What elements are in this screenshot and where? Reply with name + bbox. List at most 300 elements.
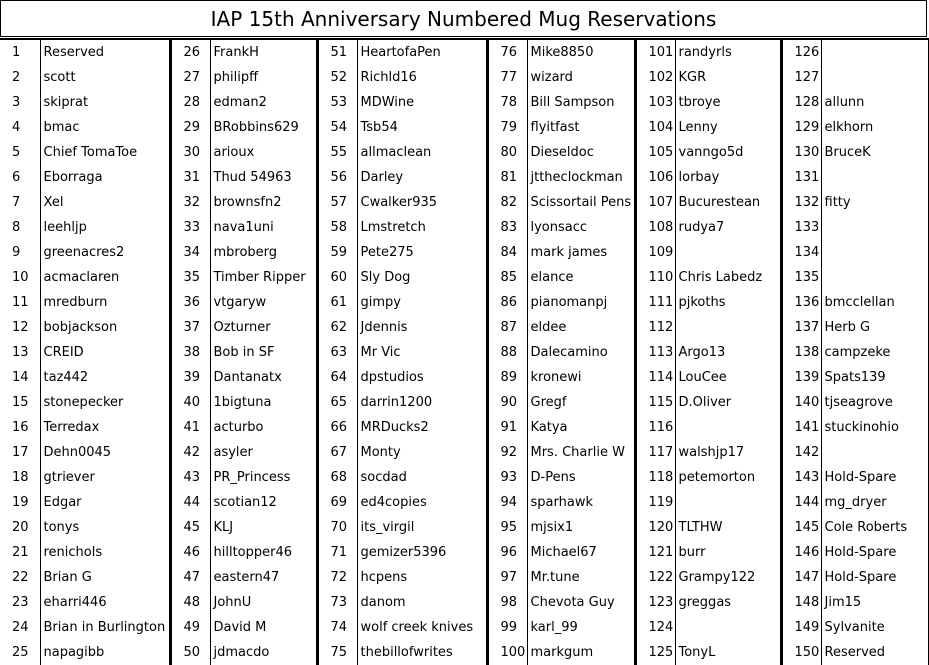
reservation-number: 96 [487, 540, 527, 565]
reservation-number: 116 [635, 415, 675, 440]
reservation-number: 73 [317, 590, 357, 615]
reservation-holder: Mr.tune [530, 570, 580, 585]
reservation-number: 12 [0, 315, 40, 340]
reservation-holder: gtriever [43, 470, 95, 485]
table-row [0, 39, 929, 65]
reservation-holder: tonys [43, 520, 80, 535]
reservation-holder: its_virgil [360, 520, 415, 535]
reservation-number: 76 [487, 39, 527, 65]
reservation-number: 94 [487, 490, 527, 515]
reservation-number: 106 [635, 165, 675, 190]
reservation-holder: Mr Vic [360, 345, 401, 360]
reservation-holder: Ozturner [213, 320, 271, 335]
reservation-number: 141 [781, 415, 821, 440]
reservation-holder: mjsix1 [530, 520, 574, 535]
reservation-number: 85 [487, 265, 527, 290]
reservation-number: 133 [781, 215, 821, 240]
reservation-number: 79 [487, 115, 527, 140]
reservation-holder: Tsb54 [360, 120, 398, 135]
table-row [0, 315, 929, 340]
table-row [0, 90, 929, 115]
reservation-holder: Richld16 [360, 70, 417, 85]
reservation-number: 15 [0, 390, 40, 415]
reservation-number: 86 [487, 290, 527, 315]
reservation-holder: allmaclean [360, 145, 432, 160]
reservation-holder: eldee [530, 320, 567, 335]
reservation-holder: lyonsacc [530, 220, 588, 235]
reservation-number: 47 [170, 565, 210, 590]
reservation-number: 137 [781, 315, 821, 340]
reservation-number: 108 [635, 215, 675, 240]
table-row [0, 265, 929, 290]
reservation-holder: leehljp [43, 220, 87, 235]
reservation-holder: danom [360, 595, 406, 610]
reservation-holder: Michael67 [530, 545, 597, 560]
reservation-holder [675, 615, 781, 640]
reservation-number: 105 [635, 140, 675, 165]
reservation-holder: skiprat [43, 95, 89, 110]
reservation-holder: Mrs. Charlie W [530, 445, 625, 460]
reservation-holder: Jdennis [360, 320, 408, 335]
reservation-holder: 1bigtuna [213, 395, 272, 410]
reservation-number: 123 [635, 590, 675, 615]
reservation-number: 9 [0, 240, 40, 265]
reservation-number: 44 [170, 490, 210, 515]
reservation-holder: Chevota Guy [530, 595, 615, 610]
reservation-holder: elance [530, 270, 574, 285]
table-row [0, 515, 929, 540]
reservation-number: 82 [487, 190, 527, 215]
reservation-number: 25 [0, 640, 40, 665]
reservation-holder: BruceK [821, 140, 929, 165]
reservation-number: 8 [0, 215, 40, 240]
reservation-holder: scotian12 [213, 495, 277, 510]
reservation-holder: D.Oliver [678, 395, 732, 410]
reservation-holder: Cole Roberts [821, 515, 929, 540]
reservation-holder: stuckinohio [821, 415, 929, 440]
reservation-number: 43 [170, 465, 210, 490]
reservation-number: 139 [781, 365, 821, 390]
reservation-number: 46 [170, 540, 210, 565]
reservation-number: 134 [781, 240, 821, 265]
reservation-number: 80 [487, 140, 527, 165]
reservation-holder: darrin1200 [360, 395, 433, 410]
reservation-number: 127 [781, 65, 821, 90]
reservation-holder: Edgar [43, 495, 82, 510]
reservation-holder: rudya7 [678, 220, 725, 235]
reservation-holder: Grampy122 [678, 570, 756, 585]
reservation-number: 37 [170, 315, 210, 340]
reservation-holder: MDWine [360, 95, 415, 110]
reservation-holder: Reserved [40, 39, 170, 65]
reservation-number: 121 [635, 540, 675, 565]
reservation-holder: JohnU [213, 595, 252, 610]
reservation-holder: jttheclockman [530, 170, 623, 185]
reservation-holder: TLTHW [678, 520, 723, 535]
table-row [0, 415, 929, 440]
reservation-holder: Herb G [821, 315, 929, 340]
reservation-number: 148 [781, 590, 821, 615]
reservation-holder: markgum [530, 645, 594, 660]
reservation-number: 23 [0, 590, 40, 615]
reservation-holder: elkhorn [821, 115, 929, 140]
reservation-holder: vtgaryw [213, 295, 267, 310]
reservation-holder: jdmacdo [213, 645, 270, 660]
reservation-number: 140 [781, 390, 821, 415]
table-row [0, 390, 929, 415]
reservation-holder: Bob in SF [213, 345, 275, 360]
reservation-holder: David M [213, 620, 267, 635]
reservation-number: 147 [781, 565, 821, 590]
reservation-number: 111 [635, 290, 675, 315]
reservation-holder: lorbay [678, 170, 720, 185]
reservation-holder: CREID [43, 345, 84, 360]
reservation-holder: dpstudios [360, 370, 424, 385]
reservation-number: 4 [0, 115, 40, 140]
reservation-holder [821, 440, 929, 465]
table-row [0, 490, 929, 515]
reservation-number: 87 [487, 315, 527, 340]
reservation-holder: Cwalker935 [360, 195, 438, 210]
reservation-number: 53 [317, 90, 357, 115]
reservation-number: 130 [781, 140, 821, 165]
reservation-number: 32 [170, 190, 210, 215]
reservation-number: 45 [170, 515, 210, 540]
table-row [0, 340, 929, 365]
reservation-number: 41 [170, 415, 210, 440]
table-row [0, 465, 929, 490]
reservation-holder: greenacres2 [43, 245, 125, 260]
reservation-number: 62 [317, 315, 357, 340]
reservation-number: 95 [487, 515, 527, 540]
reservation-number: 72 [317, 565, 357, 590]
reservation-holder: arioux [213, 145, 255, 160]
reservation-holder [675, 315, 781, 340]
reservation-number: 92 [487, 440, 527, 465]
reservation-number: 39 [170, 365, 210, 390]
reservation-number: 103 [635, 90, 675, 115]
table-row [0, 190, 929, 215]
reservation-holder: mbroberg [213, 245, 278, 260]
reservation-holder: Dehn0045 [43, 445, 112, 460]
reservation-number: 5 [0, 140, 40, 165]
reservation-holder: mark james [530, 245, 608, 260]
reservation-holder: Argo13 [678, 345, 726, 360]
reservation-holder: Hold-Spare [821, 565, 929, 590]
reservation-holder: tbroye [678, 95, 721, 110]
reservation-holder: Scissortail Pens [530, 195, 632, 210]
reservation-holder: bmac [43, 120, 80, 135]
reservation-holder: philipff [213, 70, 259, 85]
reservation-number: 146 [781, 540, 821, 565]
reservation-holder: acturbo [213, 420, 264, 435]
reservation-holder: renichols [43, 545, 103, 560]
reservation-holder: asyler [213, 445, 253, 460]
reservation-holder: Thud 54963 [213, 170, 292, 185]
reservation-holder [821, 265, 929, 290]
reservation-holder: BRobbins629 [213, 120, 299, 135]
reservation-holder: Terredax [43, 420, 100, 435]
reservation-number: 122 [635, 565, 675, 590]
reservation-holder: sparhawk [530, 495, 593, 510]
reservation-number: 100 [487, 640, 527, 665]
reservation-number: 35 [170, 265, 210, 290]
reservation-holder: karl_99 [530, 620, 578, 635]
reservation-holder: allunn [821, 90, 929, 115]
reservation-holder: Spats139 [821, 365, 929, 390]
reservation-number: 48 [170, 590, 210, 615]
reservation-number: 1 [0, 39, 40, 65]
reservation-number: 120 [635, 515, 675, 540]
reservation-holder: Chris Labedz [678, 270, 763, 285]
reservation-number: 110 [635, 265, 675, 290]
reservation-number: 138 [781, 340, 821, 365]
reservation-holder: Pete275 [360, 245, 414, 260]
reservation-number: 52 [317, 65, 357, 90]
table-row [0, 115, 929, 140]
reservation-holder: taz442 [43, 370, 89, 385]
reservation-number: 78 [487, 90, 527, 115]
reservation-holder [821, 39, 929, 65]
reservation-number: 131 [781, 165, 821, 190]
reservation-number: 101 [635, 39, 675, 65]
reservation-number: 98 [487, 590, 527, 615]
reservation-holder: edman2 [213, 95, 267, 110]
reservation-holder: Jim15 [821, 590, 929, 615]
reservation-holder: socdad [360, 470, 407, 485]
reservation-number: 117 [635, 440, 675, 465]
reservation-holder: gimpy [360, 295, 401, 310]
reservation-number: 107 [635, 190, 675, 215]
reservation-number: 119 [635, 490, 675, 515]
reservation-holder: walshjp17 [678, 445, 745, 460]
reservation-holder: scott [43, 70, 76, 85]
reservation-number: 36 [170, 290, 210, 315]
reservation-number: 42 [170, 440, 210, 465]
reservation-number: 18 [0, 465, 40, 490]
reservation-holder: gemizer5396 [360, 545, 447, 560]
reservation-number: 13 [0, 340, 40, 365]
reservation-holder: Chief TomaToe [43, 145, 138, 160]
reservation-holder: ed4copies [360, 495, 427, 510]
reservation-number: 83 [487, 215, 527, 240]
reservation-holder: Gregf [530, 395, 567, 410]
reservation-holder: Brian in Burlington [43, 620, 166, 635]
reservation-number: 65 [317, 390, 357, 415]
table-row [0, 590, 929, 615]
reservation-holder: Dantanatx [213, 370, 282, 385]
reservation-holder: Timber Ripper [213, 270, 306, 285]
table-row [0, 165, 929, 190]
reservation-number: 113 [635, 340, 675, 365]
reservation-number: 109 [635, 240, 675, 265]
reservation-number: 132 [781, 190, 821, 215]
reservation-number: 14 [0, 365, 40, 390]
reservation-number: 144 [781, 490, 821, 515]
table-row [0, 140, 929, 165]
table-row [0, 65, 929, 90]
table-row [0, 240, 929, 265]
reservation-holder: Dieseldoc [530, 145, 594, 160]
reservation-number: 126 [781, 39, 821, 65]
reservation-number: 64 [317, 365, 357, 390]
reservation-number: 20 [0, 515, 40, 540]
reservation-number: 34 [170, 240, 210, 265]
reservation-holder: Monty [360, 445, 401, 460]
reservation-number: 38 [170, 340, 210, 365]
reservation-number: 7 [0, 190, 40, 215]
reservation-number: 74 [317, 615, 357, 640]
table-row [0, 440, 929, 465]
reservation-holder: bmcclellan [821, 290, 929, 315]
reservation-number: 81 [487, 165, 527, 190]
reservation-number: 150 [781, 640, 821, 665]
reservation-holder: Xel [43, 195, 64, 210]
reservation-number: 33 [170, 215, 210, 240]
reservation-number: 54 [317, 115, 357, 140]
reservation-number: 75 [317, 640, 357, 665]
reservation-holder: randyrls [675, 39, 781, 65]
reservation-holder: MRDucks2 [360, 420, 429, 435]
reservation-holder: Mike8850 [527, 39, 635, 65]
reservation-number: 55 [317, 140, 357, 165]
table-row [0, 615, 929, 640]
reservation-holder: greggas [678, 595, 732, 610]
reservation-number: 71 [317, 540, 357, 565]
reservation-number: 16 [0, 415, 40, 440]
reservation-holder: wolf creek knives [360, 620, 474, 635]
reservation-holder: stonepecker [43, 395, 124, 410]
reservation-number: 149 [781, 615, 821, 640]
reservation-number: 99 [487, 615, 527, 640]
reservation-holder: pjkoths [678, 295, 726, 310]
reservation-number: 145 [781, 515, 821, 540]
reservation-number: 115 [635, 390, 675, 415]
reservation-holder: Dalecamino [530, 345, 608, 360]
reservation-holder: flyitfast [530, 120, 580, 135]
reservation-number: 135 [781, 265, 821, 290]
reservation-number: 2 [0, 65, 40, 90]
reservation-number: 114 [635, 365, 675, 390]
reservation-holder: Bill Sampson [530, 95, 615, 110]
reservation-holder: PR_Princess [213, 470, 291, 485]
reservation-holder: hcpens [360, 570, 408, 585]
reservation-number: 24 [0, 615, 40, 640]
reservation-holder: eastern47 [213, 570, 280, 585]
table-row [0, 640, 929, 665]
reservation-holder: FrankH [210, 39, 317, 65]
reservation-number: 63 [317, 340, 357, 365]
reservation-number: 27 [170, 65, 210, 90]
reservation-number: 30 [170, 140, 210, 165]
reservation-number: 31 [170, 165, 210, 190]
reservation-holder: fitty [821, 190, 929, 215]
reservation-number: 102 [635, 65, 675, 90]
reservation-number: 67 [317, 440, 357, 465]
reservation-holder: petemorton [678, 470, 756, 485]
table-row [0, 565, 929, 590]
reservation-holder: Bucurestean [678, 195, 761, 210]
reservation-holder: napagibb [43, 645, 105, 660]
reservation-holder: vanngo5d [678, 145, 744, 160]
reservation-holder [675, 415, 781, 440]
reservation-holder: nava1uni [213, 220, 274, 235]
reservation-number: 51 [317, 39, 357, 65]
reservation-holder: KLJ [213, 520, 234, 535]
reservation-number: 6 [0, 165, 40, 190]
reservation-table [0, 38, 929, 665]
reservation-holder: mg_dryer [821, 490, 929, 515]
reservation-number: 26 [170, 39, 210, 65]
reservation-holder: LouCee [678, 370, 727, 385]
reservation-number: 84 [487, 240, 527, 265]
reservation-holder: mredburn [43, 295, 108, 310]
reservation-number: 142 [781, 440, 821, 465]
reservation-number: 3 [0, 90, 40, 115]
reservation-number: 61 [317, 290, 357, 315]
reservation-number: 104 [635, 115, 675, 140]
reservation-holder: KGR [678, 70, 707, 85]
reservation-number: 112 [635, 315, 675, 340]
reservation-number: 21 [0, 540, 40, 565]
reservation-holder [675, 490, 781, 515]
reservation-holder: bobjackson [43, 320, 118, 335]
reservation-number: 28 [170, 90, 210, 115]
reservation-number: 70 [317, 515, 357, 540]
reservation-number: 57 [317, 190, 357, 215]
reservation-number: 124 [635, 615, 675, 640]
reservation-number: 19 [0, 490, 40, 515]
reservation-number: 136 [781, 290, 821, 315]
table-row [0, 540, 929, 565]
reservation-holder: kronewi [530, 370, 582, 385]
reservation-number: 97 [487, 565, 527, 590]
reservation-number: 88 [487, 340, 527, 365]
reservation-holder: Hold-Spare [821, 465, 929, 490]
reservation-holder: Darley [360, 170, 404, 185]
reservation-holder [821, 65, 929, 90]
reservation-holder: acmaclaren [43, 270, 120, 285]
reservation-holder: TonyL [678, 645, 716, 660]
reservation-holder: Lenny [678, 120, 718, 135]
reservation-holder: Eborraga [43, 170, 103, 185]
reservation-holder: Sly Dog [360, 270, 411, 285]
reservation-number: 66 [317, 415, 357, 440]
page-title: IAP 15th Anniversary Numbered Mug Reservations [0, 0, 927, 37]
reservation-number: 59 [317, 240, 357, 265]
reservation-number: 143 [781, 465, 821, 490]
reservation-holder: eharri446 [43, 595, 107, 610]
reservation-holder: brownsfn2 [213, 195, 282, 210]
reservation-number: 17 [0, 440, 40, 465]
reservation-number: 11 [0, 290, 40, 315]
reservation-number: 69 [317, 490, 357, 515]
reservation-holder: tjseagrove [821, 390, 929, 415]
reservation-number: 58 [317, 215, 357, 240]
reservation-number: 90 [487, 390, 527, 415]
reservation-number: 60 [317, 265, 357, 290]
reservation-number: 128 [781, 90, 821, 115]
reservation-holder: Katya [530, 420, 568, 435]
reservation-holder [821, 240, 929, 265]
reservation-number: 29 [170, 115, 210, 140]
reservation-number: 93 [487, 465, 527, 490]
reservation-holder [821, 215, 929, 240]
reservation-holder: burr [678, 545, 706, 560]
reservation-holder: thebillofwrites [360, 645, 453, 660]
reservation-number: 118 [635, 465, 675, 490]
reservation-number: 89 [487, 365, 527, 390]
